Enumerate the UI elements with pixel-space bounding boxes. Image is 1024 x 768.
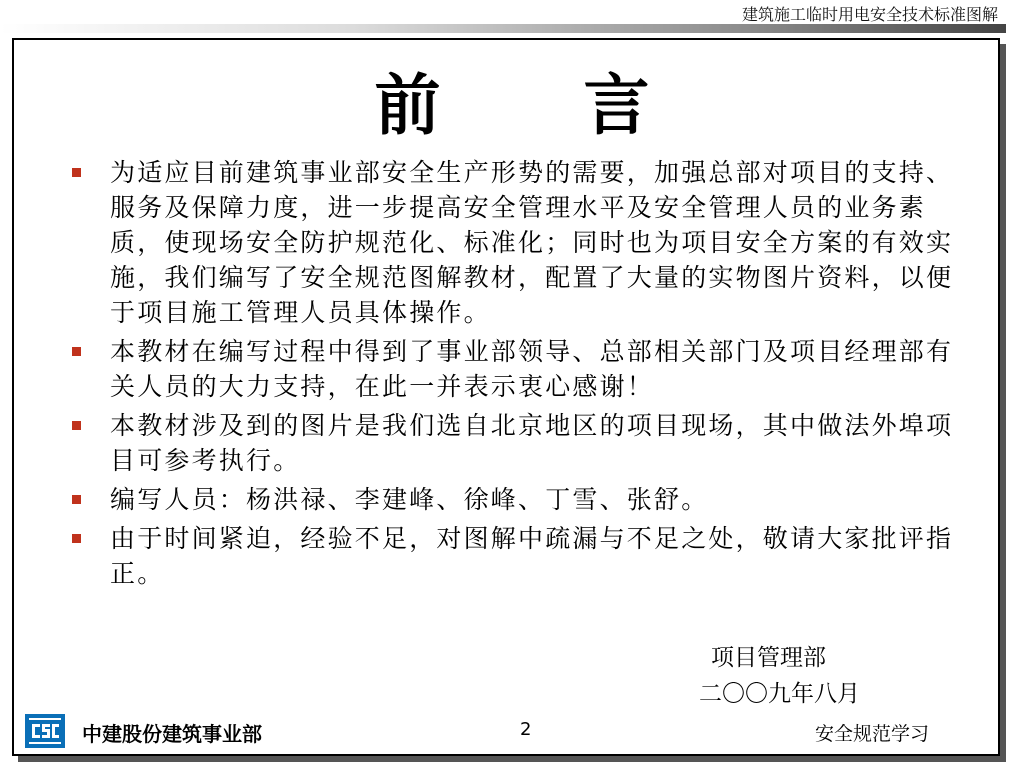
list-item <box>68 334 958 404</box>
list-item <box>68 521 958 591</box>
list-item-text: 本教材在编写过程中得到了事业部领导、总部相关部门及项目经理部有关人员的大力支持，在此一并表示衷心感谢！ <box>110 337 954 401</box>
page-title: 前 言 <box>374 66 710 144</box>
signature-date: 二〇〇九年八月 <box>699 681 860 707</box>
frame-shadow-right <box>1000 44 1006 760</box>
list-item <box>68 155 958 330</box>
square-bullet-icon <box>72 168 81 177</box>
header-gradient-line <box>0 24 1006 33</box>
footer-right-text: 安全规范学习 <box>815 723 930 745</box>
square-bullet-icon <box>72 421 81 430</box>
signature-department: 项目管理部 <box>711 645 826 671</box>
square-bullet-icon <box>72 347 81 356</box>
list-item-text: 编写人员：杨洪禄、李建峰、徐峰、丁雪、张舒。 <box>110 485 709 514</box>
cscec-logo-icon <box>25 714 65 748</box>
header-bar <box>0 0 1024 36</box>
footer-company: 中建股份建筑事业部 <box>82 722 262 746</box>
list-item <box>68 408 958 478</box>
frame-shadow-bottom <box>18 756 1006 762</box>
list-item-text: 本教材涉及到的图片是我们选自北京地区的项目现场，其中做法外埠项目可参考执行。 <box>110 411 954 475</box>
page-number: 2 <box>520 719 532 740</box>
bullet-list <box>68 155 958 595</box>
square-bullet-icon <box>72 495 81 504</box>
list-item-text: 为适应目前建筑事业部安全生产形势的需要，加强总部对项目的支持、服务及保障力度，进一步提高安全管理水平及安全管理人员的业务素质，使现场安全防护规范化、标准化；同时也为项目安全方案的有效实施，我们编写了安全规范图解教材，配置了大量的实物图片资料，以便于项目施工管理人员具体操作。 <box>110 158 954 327</box>
list-item-text: 由于时间紧迫，经验不足，对图解中疏漏与不足之处，敬请大家批评指正。 <box>110 524 954 588</box>
list-item <box>68 482 958 517</box>
signature <box>699 640 860 712</box>
header-title: 建筑施工临时用电安全技术标准图解 <box>741 5 998 24</box>
square-bullet-icon <box>72 534 81 543</box>
